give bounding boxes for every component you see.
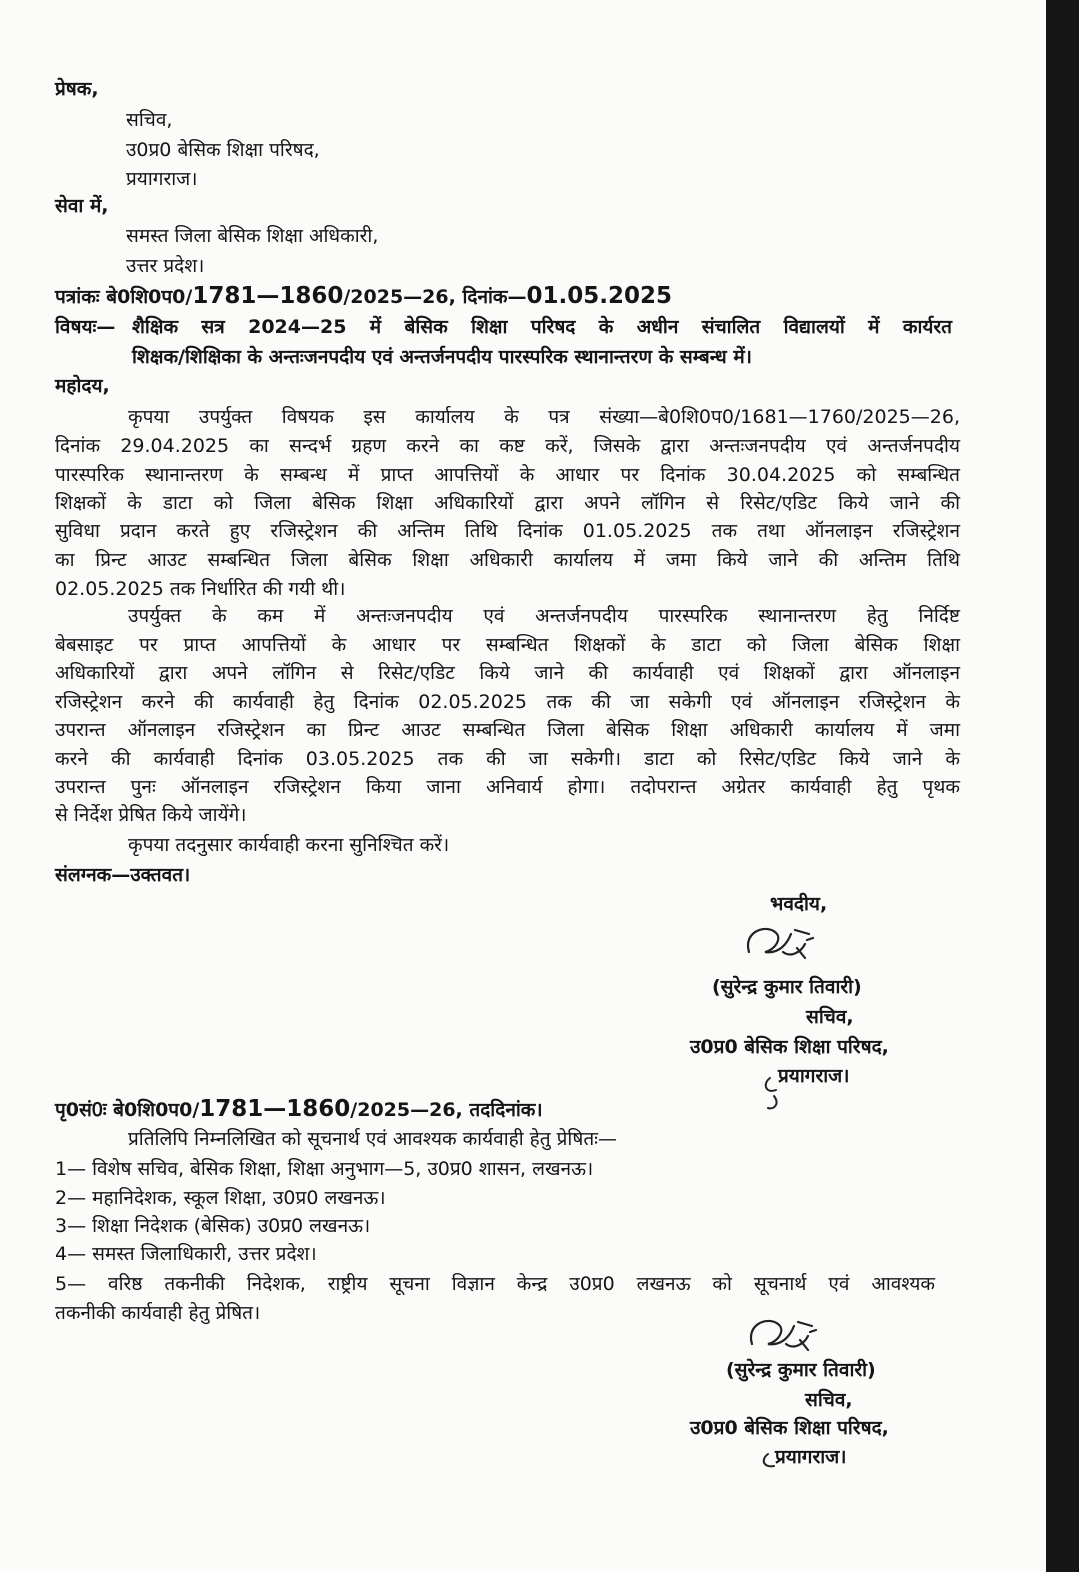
body-line: करने की कार्यवाही दिनांक 03.05.2025 तक की जा सकेगी। डाटा को रिसेट/एडिट किये जाने के [55, 748, 960, 770]
body-line: दिनांक 29.04.2025 का सन्दर्भ ग्रहण करने का कष्ट करें, जिसके द्वारा अन्तःजनपदीय एवं अन्तर्जनपदीय [55, 435, 960, 457]
initial-mark-icon [756, 1440, 796, 1480]
signatory-office: उ0प्र0 बेसिक शिक्षा परिषद, [690, 1036, 889, 1058]
signatory-name: (सुरेन्द्र कुमार तिवारी) [712, 976, 862, 998]
reference-prefix: पत्रांकः बे0शि0प0/ [55, 286, 193, 308]
body-line: उपर्युक्त के कम में अन्तःजनपदीय एवं अन्तर्जनपदीय पारस्परिक स्थानान्तरण हेतु निर्दिष्ट [128, 605, 960, 627]
copy-reference-prefix: पृ0सं0ः बे0शि0प0/ [55, 1099, 200, 1121]
letter-reference [55, 283, 672, 310]
signature-icon [735, 922, 835, 972]
copy-intro: प्रतिलिपि निम्नलिखित को सूचनार्थ एवं आवश्यक कार्यवाही हेतु प्रेषितः— [128, 1128, 618, 1150]
salutation: महोदय, [55, 375, 110, 397]
subject-line: शिक्षक/शिक्षिका के अन्तःजनपदीय एवं अन्तर्जनपदीय पारस्परिक स्थानान्तरण के सम्बन्ध में। [132, 346, 752, 368]
enclosure-note: संलग्नक—उक्तवत। [55, 864, 191, 886]
copy-reference [55, 1096, 543, 1123]
reference-session: /2025—26, दिनांक— [343, 286, 527, 308]
recipient-heading: सेवा में, [55, 195, 109, 217]
body-line: उपरान्त पुनः ऑनलाइन रजिस्ट्रेशन किया जाना अनिवार्य होगा। तदोपरान्त अग्रेतर कार्यवाही हेतु पृथक [55, 776, 960, 798]
subject-label: विषयः— [55, 316, 116, 338]
body-line: सुविधा प्रदान करते हुए रजिस्ट्रेशन की अन्तिम तिथि दिनांक 01.05.2025 तक तथा ऑनलाइन रजिस्ट्रेशन [55, 520, 960, 542]
body-line: शिक्षकों के डाटा को जिला बेसिक शिक्षा अधिकारियों द्वारा अपने लॉगिन से रिसेट/एडिट किये जाने की [55, 492, 960, 514]
copy-list-item-continued: तकनीकी कार्यवाही हेतु प्रेषित। [55, 1302, 261, 1324]
body-line: से निर्देश प्रेषित किये जायेंगे। [55, 804, 247, 826]
closing: भवदीय, [770, 893, 828, 915]
copy-list-item: 3— शिक्षा निदेशक (बेसिक) उ0प्र0 लखनऊ। [55, 1215, 371, 1237]
sender-heading: प्रेषक, [55, 78, 99, 100]
scan-border [1046, 0, 1079, 1572]
copy-list-item: 2— महानिदेशक, स्कूल शिक्षा, उ0प्र0 लखनऊ। [55, 1187, 386, 1209]
reference-date: 01.05.2025 [526, 283, 673, 309]
signatory-office: उ0प्र0 बेसिक शिक्षा परिषद, [690, 1417, 889, 1439]
body-line: का प्रिन्ट आउट सम्बन्धित जिला बेसिक शिक्षा अधिकारी कार्यालय में जमा किये जाने की अन्तिम तिथि [55, 549, 960, 571]
signatory-designation: सचिव, [806, 1006, 854, 1028]
body-line: कृपया उपर्युक्त विषयक इस कार्यालय के पत्र संख्या—बे0शि0प0/1681—1760/2025—26, [128, 406, 960, 428]
signatory-city: प्रयागराज। [775, 1446, 847, 1468]
copy-list-item: 5— वरिष्ठ तकनीकी निदेशक, राष्ट्रीय सूचना विज्ञान केन्द्र उ0प्र0 लखनऊ को सूचनार्थ एवं आवश्यक [55, 1273, 935, 1295]
body-line: 02.05.2025 तक निर्धारित की गयी थी। [55, 578, 346, 600]
sender-line: प्रयागराज। [126, 168, 198, 190]
signatory-name: (सुरेन्द्र कुमार तिवारी) [726, 1359, 876, 1381]
copy-list-item: 4— समस्त जिलाधिकारी, उत्तर प्रदेश। [55, 1243, 317, 1265]
body-line: रजिस्ट्रेशन करने की कार्यवाही हेतु दिनांक 02.05.2025 तक की जा सकेगी एवं ऑनलाइन रजिस्ट्रेशन के [55, 691, 960, 713]
initial-mark-icon [760, 1060, 800, 1114]
body-line: बेबसाइट पर प्राप्त आपत्तियों के आधार पर सम्बन्धित शिक्षकों के डाटा को जिला बेसिक शिक्षा [55, 634, 960, 656]
body-line: पारस्परिक स्थानान्तरण के सम्बन्ध में प्राप्त आपत्तियों के आधार पर दिनांक 30.04.2025 को सम्बन्धित [55, 464, 960, 486]
copy-list-item: 1— विशेष सचिव, बेसिक शिक्षा, शिक्षा अनुभाग—5, उ0प्र0 शासन, लखनऊ। [55, 1158, 594, 1180]
sender-line: उ0प्र0 बेसिक शिक्षा परिषद, [126, 139, 320, 161]
copy-reference-number: 1781—1860 [199, 1096, 351, 1122]
copy-reference-suffix: /2025—26, तददिनांक। [350, 1099, 543, 1121]
reference-number: 1781—1860 [192, 283, 344, 309]
body-line: अधिकारियों द्वारा अपने लॉगिन से रिसेट/एडिट किये जाने की कार्यवाही एवं शिक्षकों द्वारा ऑनलाइन [55, 662, 960, 684]
signatory-designation: सचिव, [805, 1389, 853, 1411]
recipient-line: समस्त जिला बेसिक शिक्षा अधिकारी, [126, 225, 379, 247]
signatory-city: प्रयागराज। [778, 1065, 850, 1087]
recipient-line: उत्तर प्रदेश। [126, 255, 205, 277]
subject-line: शैक्षिक सत्र 2024—25 में बेसिक शिक्षा परिषद के अधीन संचालित विद्यालयों में कार्यरत [132, 316, 952, 338]
sender-line: सचिव, [126, 109, 173, 131]
body-line: कृपया तदनुसार कार्यवाही करना सुनिश्चित करें। [128, 834, 450, 856]
body-line: उपरान्त ऑनलाइन रजिस्ट्रेशन का प्रिन्ट आउट सम्बन्धित जिला बेसिक शिक्षा अधिकारी कार्यालय में जमा [55, 719, 960, 741]
